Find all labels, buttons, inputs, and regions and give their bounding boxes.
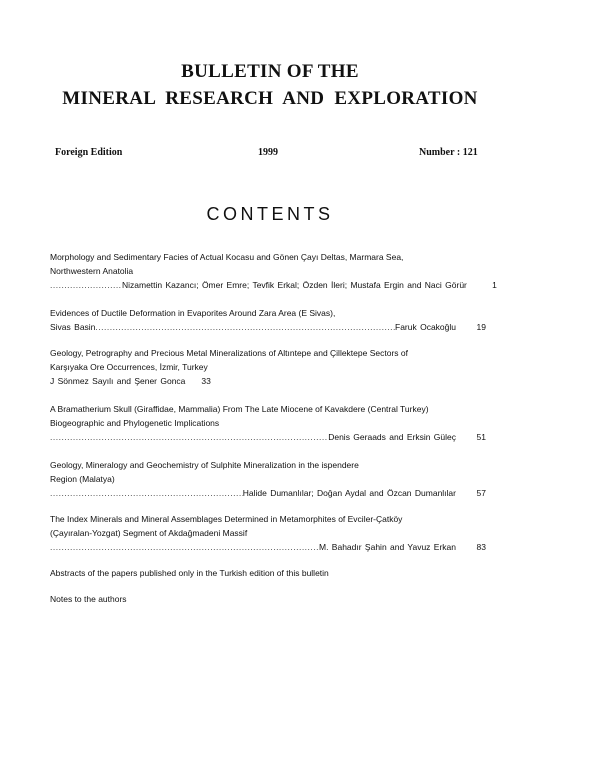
entry-authors: Nizamettin Kazancı; Ömer Emre; Tevfik Erkal; Özden İleri; Mustafa Ergin and Naci Görür bbox=[122, 280, 467, 290]
entry-page-number: 33 bbox=[201, 376, 211, 386]
toc-entry[interactable] bbox=[50, 346, 486, 388]
entry-authors: Halide Dumanlılar; Doğan Aydal and Özcan Dumanlılar bbox=[242, 488, 456, 498]
issue-number-label: Number : 121 bbox=[419, 147, 478, 158]
year-label: 1999 bbox=[258, 147, 278, 158]
entry-authors: J Sönmez Sayılı and Şener Gonca bbox=[50, 376, 186, 386]
entry-title-line: The Index Minerals and Mineral Assemblages Determined in Metamorphites of Evciler-Çatköy bbox=[50, 514, 403, 524]
toc-entry[interactable] bbox=[50, 402, 486, 444]
dot-leader bbox=[50, 486, 243, 500]
abstracts-note[interactable]: Abstracts of the papers published only in the Turkish edition of this bulletin bbox=[50, 568, 329, 578]
dot-leader bbox=[50, 430, 328, 444]
entry-page-number: 57 bbox=[476, 488, 486, 498]
contents-heading: CONTENTS bbox=[206, 204, 334, 224]
entry-authors: Denis Geraads and Erksin Güleç bbox=[328, 432, 456, 442]
bulletin-title-line-2: MINERAL RESEARCH AND EXPLORATION bbox=[62, 88, 478, 109]
entry-page-number: 1 bbox=[492, 280, 497, 290]
entry-title-line: Biogeographic and Phylogenetic Implications bbox=[50, 418, 220, 428]
entry-author-line bbox=[50, 278, 497, 292]
entry-page-number: 83 bbox=[476, 542, 486, 552]
entry-authors: Faruk Ocakoğlu bbox=[395, 322, 456, 332]
entry-title-line: Northwestern Anatolia bbox=[50, 266, 134, 276]
dot-leader bbox=[95, 320, 395, 334]
entry-title-line: Morphology and Sedimentary Facies of Actual Kocasu and Gönen Çayı Deltas, Marmara Sea, bbox=[50, 252, 404, 262]
entry-lead-text: Sivas Basin bbox=[50, 322, 96, 332]
entry-title-line: A Bramatherium Skull (Giraffidae, Mammalia) From The Late Miocene of Kavakdere (Central Turkey) bbox=[50, 404, 429, 414]
entry-page-number: 19 bbox=[476, 322, 486, 332]
entry-authors: M. Bahadır Şahin and Yavuz Erkan bbox=[319, 542, 456, 552]
edition-label: Foreign Edition bbox=[55, 147, 123, 158]
entry-title-line: Karşıyaka Ore Occurrences, İzmir, Turkey bbox=[50, 362, 208, 372]
dot-leader bbox=[50, 540, 319, 554]
toc-entry[interactable] bbox=[50, 250, 497, 292]
entry-title-line: Region (Malatya) bbox=[50, 474, 115, 484]
entry-author-line bbox=[50, 320, 486, 334]
entry-title-line: Geology, Petrography and Precious Metal Mineralizations of Altıntepe and Çillektepe Sectors of bbox=[50, 348, 408, 358]
entry-author-line bbox=[50, 486, 486, 500]
toc-entry[interactable] bbox=[50, 458, 486, 500]
entry-title-line: Evidences of Ductile Deformation in Evaporites Around Zara Area (E Sivas), bbox=[50, 308, 336, 318]
dot-leader bbox=[50, 278, 122, 292]
entry-title-line: Geology, Mineralogy and Geochemistry of Sulphite Mineralization in the ispendere bbox=[50, 460, 359, 470]
entry-title-line: (Çayıralan-Yozgat) Segment of Akdağmadeni Massif bbox=[50, 528, 248, 538]
toc-entry[interactable] bbox=[50, 512, 486, 554]
entry-author-line bbox=[50, 540, 486, 554]
toc-entry[interactable] bbox=[50, 306, 486, 334]
notes-to-authors[interactable]: Notes to the authors bbox=[50, 594, 127, 604]
entry-page-number: 51 bbox=[476, 432, 486, 442]
entry-author-line bbox=[50, 430, 486, 444]
bulletin-title-line-1: BULLETIN OF THE bbox=[181, 61, 359, 82]
entry-author-line bbox=[50, 374, 486, 388]
